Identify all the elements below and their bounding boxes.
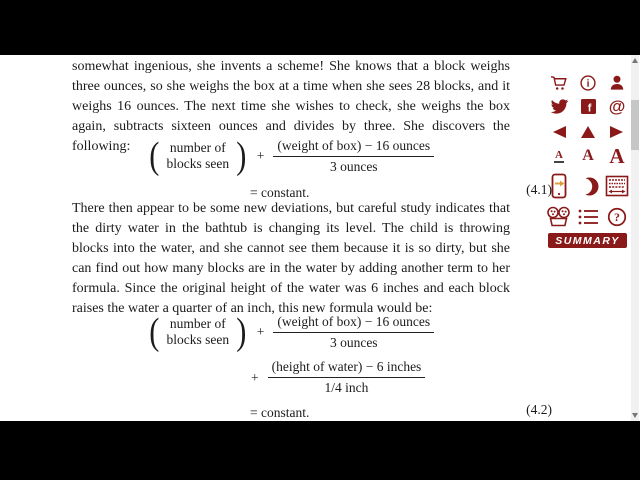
account-icon: [607, 73, 627, 93]
close-paren: ): [236, 135, 247, 177]
icon-toolbar: [546, 68, 630, 313]
toolbar-row-social: [546, 94, 630, 118]
eq2-numerator-2: (height of water) − 6 inches: [268, 359, 426, 378]
eq2-fraction-1: [273, 314, 434, 351]
letterbox-top: [0, 0, 640, 55]
twitter-icon: [550, 97, 569, 116]
eq1-main-row: [72, 136, 510, 176]
twitter-button[interactable]: [546, 94, 572, 118]
equation-4-1: [72, 135, 552, 201]
close-paren: ): [236, 311, 247, 353]
eq2-fraction-2: [268, 359, 426, 396]
font-size-large-button[interactable]: [604, 144, 630, 168]
facebook-button[interactable]: [575, 94, 601, 118]
eq1-lhs-line1: number of: [169, 140, 226, 155]
toolbar-row-font-size: [546, 144, 630, 168]
moon-icon: [577, 175, 599, 198]
svg-text:i: i: [586, 78, 590, 90]
scrollbar-down-arrow-icon[interactable]: [632, 413, 638, 418]
svg-text:f: f: [587, 102, 591, 114]
eq2-lhs-line1: number of: [169, 316, 226, 331]
eq1-lhs-line2: blocks seen: [166, 156, 230, 171]
triangle-right-icon: [609, 125, 625, 139]
summary-label: SUMMARY: [555, 234, 620, 247]
help-button[interactable]: [604, 205, 630, 229]
slideshow-button[interactable]: [546, 205, 572, 229]
eq2-constant-line: = constant.: [250, 405, 310, 420]
open-paren: (: [149, 135, 160, 177]
shopping-cart-button[interactable]: [546, 71, 572, 95]
email-button[interactable]: [604, 94, 630, 118]
film-projector-icon: [546, 206, 572, 228]
text-width-button[interactable]: [604, 174, 630, 198]
shopping-cart-icon: [549, 73, 569, 93]
eq2-second-row: [248, 359, 510, 396]
account-button[interactable]: [604, 71, 630, 95]
toolbar-row-display: [546, 174, 630, 198]
letterbox-bottom: [0, 421, 640, 480]
eq1-constant-line: = constant.: [250, 185, 310, 200]
dark-mode-button[interactable]: [575, 174, 601, 198]
list-icon: [577, 207, 599, 227]
eq2-denominator-1: 3 ounces: [329, 334, 378, 350]
eq1-numerator: (weight of box) − 16 ounces: [273, 138, 434, 157]
eq1-denominator: 3 ounces: [329, 158, 378, 174]
svg-text:?: ?: [614, 210, 620, 225]
summary-button[interactable]: [548, 233, 627, 248]
eq2-lhs-line2: blocks seen: [166, 332, 230, 347]
mobile-phone-icon: [550, 173, 568, 199]
mobile-version-button[interactable]: [546, 174, 572, 198]
eq2-lhs-stack: [167, 316, 230, 348]
plus-sign: +: [256, 324, 265, 339]
plus-sign: +: [251, 369, 259, 385]
previous-page-button[interactable]: [546, 120, 572, 144]
toolbar-row-navigation: [546, 120, 630, 144]
eq1-number: (4.1): [526, 182, 552, 197]
scrollbar-thumb[interactable]: [631, 100, 639, 150]
paragraph-bathtub-water: There then appear to be some new deviations, but careful study indicates that the dirty water in the bathtub is changing its level. The child is throwing blocks into the water, and she cannot see them because it is so dirty, but she can find out how many blocks are in the water by adding another term to her formula. Since the original height of the water was 6 inches and each block raises the water a quarter of an inch, this new formula would be:: [72, 201, 510, 316]
page-content: [0, 55, 640, 421]
eq1-fraction: [273, 138, 434, 175]
toolbar-row-store: [546, 71, 630, 95]
toolbar-row-tools: [546, 205, 630, 229]
plus-sign: +: [256, 148, 265, 163]
font-large-icon: A: [609, 144, 625, 168]
triangle-left-icon: [551, 125, 567, 139]
font-small-icon: A: [555, 149, 563, 161]
equation-4-2: [72, 311, 552, 421]
font-size-small-button[interactable]: [546, 144, 572, 168]
at-icon: @: [608, 96, 626, 116]
info-button[interactable]: [575, 71, 601, 95]
question-mark-icon: [606, 206, 628, 228]
eq2-denominator-2: 1/4 inch: [324, 380, 369, 395]
vertical-scrollbar[interactable]: [631, 55, 639, 421]
scroll-to-top-button[interactable]: [575, 120, 601, 144]
info-icon: [578, 73, 598, 93]
text-width-icon: [605, 174, 629, 198]
font-size-medium-button[interactable]: [575, 144, 601, 168]
scrollbar-up-arrow-icon[interactable]: [632, 58, 638, 63]
eq1-lhs-stack: [167, 140, 230, 172]
next-page-button[interactable]: [604, 120, 630, 144]
table-of-contents-button[interactable]: [575, 205, 601, 229]
eq2-number: (4.2): [526, 402, 552, 417]
eq2-numerator-1: (weight of box) − 16 ounces: [273, 314, 434, 333]
eq2-main-row: [72, 312, 510, 352]
paragraph-weighing-scheme: somewhat ingenious, she invents a scheme! She knows that a block weighs three ounces, so she weighs the box at a time when she sees 28 blocks, and it weighs 16 ounces. The next time she wishes to check, she weighs the box again, subtracts sixteen ounces and divides by three. She discovers the following:: [72, 59, 510, 154]
open-paren: (: [149, 311, 160, 353]
triangle-up-icon: [580, 125, 596, 139]
font-medium-icon: A: [582, 147, 594, 164]
facebook-icon: [581, 99, 596, 114]
